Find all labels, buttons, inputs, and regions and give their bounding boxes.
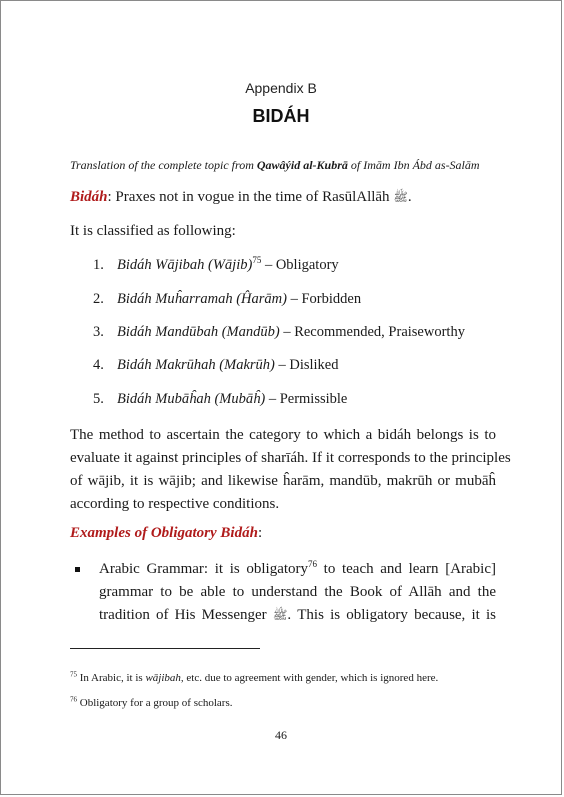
list-item xyxy=(93,324,465,341)
list-item xyxy=(93,357,339,374)
list-meaning: – Permissible xyxy=(265,391,348,407)
book-title: Qawâýid al-Kubrā xyxy=(256,158,348,172)
bullet-text: tradition of His Messenger xyxy=(99,607,273,623)
bullet-text: to teach and learn [Arabic] xyxy=(317,561,496,577)
square-bullet-icon xyxy=(75,567,80,572)
bullet-text: . This is obligatory because, it is xyxy=(287,607,496,623)
bullet-text: Arabic Grammar: it is obligatory xyxy=(99,561,309,577)
bullet-line xyxy=(99,604,496,627)
list-meaning: – Recommended, Praiseworthy xyxy=(279,324,465,340)
list-term: Bidáh Makrūhah (Makrūh) xyxy=(117,357,275,373)
footnote-text: Obligatory for a group of scholars. xyxy=(77,697,233,709)
list-term: Bidáh Mubāĥah (Mubāĥ) xyxy=(117,391,266,407)
footnote-text: etc. due to agreement with gender, which is ignored here. xyxy=(183,672,439,684)
translation-note-suffix: of Imām Ibn Ábd as-Salām xyxy=(347,158,480,172)
paragraph-line: of wājib, it is wājib; and likewise ĥarām, mandūb, makrūh or mubāĥ xyxy=(70,473,496,489)
list-number: 5. xyxy=(93,391,104,407)
list-term: Bidáh Mandūbah (Mandūb) xyxy=(117,324,280,340)
salutation-icon: ﷺ xyxy=(393,190,408,204)
appendix-label: Appendix B xyxy=(245,80,317,96)
bullet-line xyxy=(99,558,496,581)
paragraph-line: The method to ascertain the category to which a bidáh belongs is to xyxy=(70,427,496,443)
list-item xyxy=(93,391,347,408)
classified-intro: It is classified as following: xyxy=(70,223,236,239)
list-number: 3. xyxy=(93,324,104,340)
examples-heading xyxy=(70,525,262,542)
list-term: Bidáh Wājibah (Wājib) xyxy=(117,257,253,273)
bullet-line: grammar to be able to understand the Book of Allāh and the xyxy=(99,584,496,600)
examples-heading-text: Examples of Obligatory Bidáh xyxy=(70,525,258,541)
salutation-icon: ﷺ xyxy=(272,608,288,622)
translation-note-prefix: Translation of the complete topic from xyxy=(70,158,257,172)
footnote-text: In Arabic, it is xyxy=(77,672,146,684)
list-item xyxy=(93,291,361,308)
footnote xyxy=(70,697,233,709)
list-number: 4. xyxy=(93,357,104,373)
footnote-ref: 76 xyxy=(308,559,318,569)
method-paragraph xyxy=(70,424,511,516)
list-item xyxy=(93,257,339,274)
definition-line xyxy=(70,189,412,207)
list-item xyxy=(75,558,496,627)
page-title: BIDÁH xyxy=(252,106,310,126)
list-meaning: – Forbidden xyxy=(286,291,362,307)
list-number: 2. xyxy=(93,291,104,307)
list-meaning: – Disliked xyxy=(274,357,339,373)
footnote xyxy=(70,672,438,684)
page-number: 46 xyxy=(275,728,287,742)
footnote-ref: 75 xyxy=(252,255,262,266)
definition-end: . xyxy=(407,189,412,205)
list-number: 1. xyxy=(93,257,104,273)
footnote-divider xyxy=(70,648,260,649)
definition-term: Bidáh xyxy=(70,189,108,205)
translation-note xyxy=(70,158,480,173)
examples-heading-colon: : xyxy=(257,525,263,541)
paragraph-line: evaluate it against principles of sharīáh. If it corresponds to the principles xyxy=(70,450,511,466)
list-term: Bidáh Muĥarramah (Ĥarām) xyxy=(117,291,287,307)
definition-text: : Praxes not in vogue in the time of RasūlAllāh xyxy=(107,189,394,205)
list-meaning: – Obligatory xyxy=(261,257,339,273)
footnote-italic: wājibah, xyxy=(145,672,184,684)
footnote-number: 75 xyxy=(70,670,77,679)
paragraph-line: according to respective conditions. xyxy=(70,496,280,512)
footnote-number: 76 xyxy=(70,695,77,704)
